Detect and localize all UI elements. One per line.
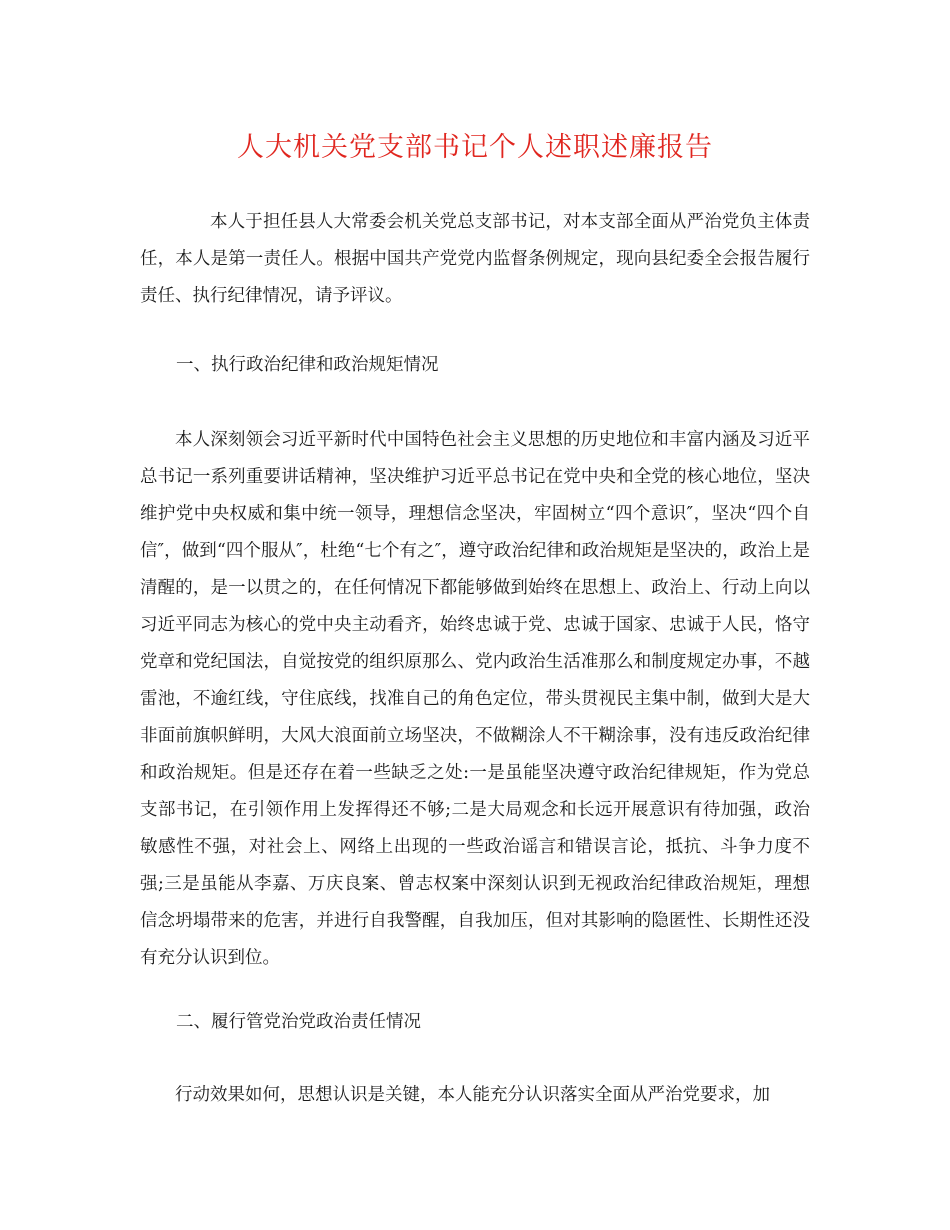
intro-paragraph: 本人于担任县人大常委会机关党总支部书记，对本支部全面从严治党负主体责任，本人是第一责任人。根据中国共产党党内监督条例规定，现向县纪委全会报告履行责任、执行纪律情况，请予评议。: [140, 212, 810, 306]
section-1-body: 本人深刻领会习近平新时代中国特色社会主义思想的历史地位和丰富内涵及习近平总书记一系列重要讲话精神，坚决维护习近平总书记在党中央和全党的核心地位，坚决维护党中央权威和集中统一领导，理想信念坚决，牢固树立“四个意识″，坚决“四个自信″，做到“四个服从″，杜绝“七个有之″，遵守政治纪律和政治规矩是坚决的，政治上是清醒的，是一以贯之的，在任何情况下都能够做到始终在思想上、政治上、行动上向以习近平同志为核心的党中央主动看齐，始终忠诚于党、忠诚于国家、忠诚于人民，恪守党章和党纪国法，自觉按党的组织原那么、党内政治生活准那么和制度规定办事，不越雷池，不逾红线，守住底线，找准自己的角色定位，带头贯视民主集中制，做到大是大非面前旗帜鲜明，大风大浪面前立场坚决，不做糊涂人不干糊涂事，没有违反政治纪律和政治规矩。但是还存在着一些缺乏之处:一是虽能坚决遵守政治纪律规矩，作为党总支部书记，在引领作用上发挥得还不够;二是大局观念和长远开展意识有待加强，政治敏感性不强，对社会上、网络上出现的一些政治谣言和错误言论，抵抗、斗争力度不强;三是虽能从李嘉、万庆良案、曾志权案中深刻认识到无视政治纪律政治规矩，理想信念坍塌带来的危害，并进行自我警醒，自我加压，但对其影响的隐匿性、长期性还没有充分认识到位。: [140, 430, 810, 968]
document-title: 人大机关党支部书记个人述职述廉报告: [237, 132, 713, 163]
document-page: [140, 0, 810, 1230]
section-1-heading: 一、执行政治纪律和政治规矩情况: [176, 355, 439, 375]
section-2-heading: 二、履行管党治党政治责任情况: [176, 1012, 421, 1032]
section-2-body: 行动效果如何，思想认识是关键，本人能充分认识落实全面从严治党要求，加: [175, 1085, 770, 1105]
